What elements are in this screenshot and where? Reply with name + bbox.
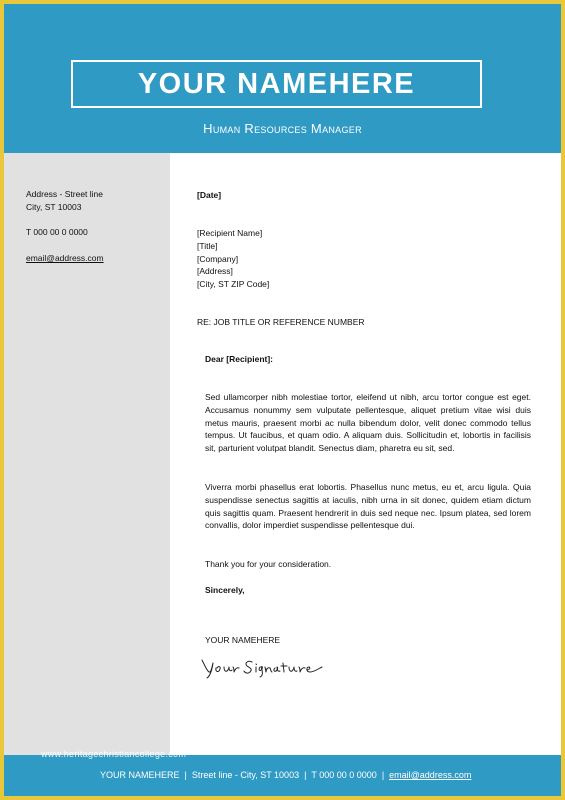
footer-separator: |: [381, 770, 385, 780]
recipient-city: [City, ST ZIP Code]: [197, 279, 270, 290]
body-paragraph-2: Viverra morbi phasellus erat lobortis. Phasellus nunc metus, eu et, arcu ligula. Quia suspendisse senectus sagittis at iaculis, nibh urna in sit donec, quidem etiam dictum quis sagittis quam. Praesent hendrerit in duis sed neque nec. Ipsum platea, sed lorem convallis, dolor imperdiet suspendisse pellentesque dui.: [205, 482, 531, 531]
address-line-2: City, ST 10003: [26, 201, 82, 212]
address-line-1: Address - Street line: [26, 189, 104, 199]
name-box: [71, 60, 482, 108]
recipient-block: [197, 227, 269, 291]
footer-separator: |: [304, 770, 307, 780]
footer-contact: [100, 770, 471, 780]
footer-separator: |: [184, 770, 187, 780]
handwritten-signature-image: [200, 654, 350, 680]
recipient-company: [Company]: [197, 253, 239, 264]
job-title: Human Resources Manager: [203, 121, 362, 136]
contact-sidebar: [4, 153, 170, 755]
footer-bar: [4, 755, 561, 796]
sidebar-address: [26, 188, 103, 213]
letter-date: [Date]: [197, 190, 222, 200]
salutation: Dear [Recipient]:: [205, 354, 274, 364]
body-paragraph-1: Sed ullamcorper nibh molestiae tortor, eleifend ut nibh, arcu tortor congue est eget. Accusamus nonummy sem vulputate pellentesque, aliquet pretium vitae wisi duis metus mauris, praesent morbi ac nulla bibendum dolor, velit donec commodo tellus tempus. Ut faucibus, et quam odio. A aliquam duis. Sollicitudin et, lobortis in facilisis sit, parturient volutpat blandit. Senectus diam, pharetra eu sit, sed.: [205, 392, 531, 454]
footer-address: Street line - City, ST 10003: [191, 770, 300, 780]
footer-phone: T 000 00 0 0000: [311, 770, 377, 780]
header-banner: [4, 4, 561, 153]
footer-name: YOUR NAMEHERE: [100, 770, 180, 780]
letter-page: [4, 4, 561, 796]
watermark-text: www.heritagechristiancollege.com: [41, 749, 187, 759]
thanks-line: Thank you for your consideration.: [205, 559, 332, 569]
recipient-name: [Recipient Name]: [197, 228, 263, 238]
header-name: YOUR NAMEHERE: [137, 67, 416, 100]
recipient-title: [Title]: [197, 240, 218, 251]
footer-email-link[interactable]: email@address.com: [389, 770, 472, 780]
sidebar-phone: T 000 00 0 0000: [26, 227, 88, 237]
closing: Sincerely,: [205, 585, 245, 595]
reference-line: RE: JOB TITLE OR REFERENCE NUMBER: [197, 317, 365, 327]
sidebar-email-link[interactable]: email@address.com: [26, 253, 104, 263]
recipient-address: [Address]: [197, 266, 233, 277]
signer-name: YOUR NAMEHERE: [205, 635, 281, 645]
